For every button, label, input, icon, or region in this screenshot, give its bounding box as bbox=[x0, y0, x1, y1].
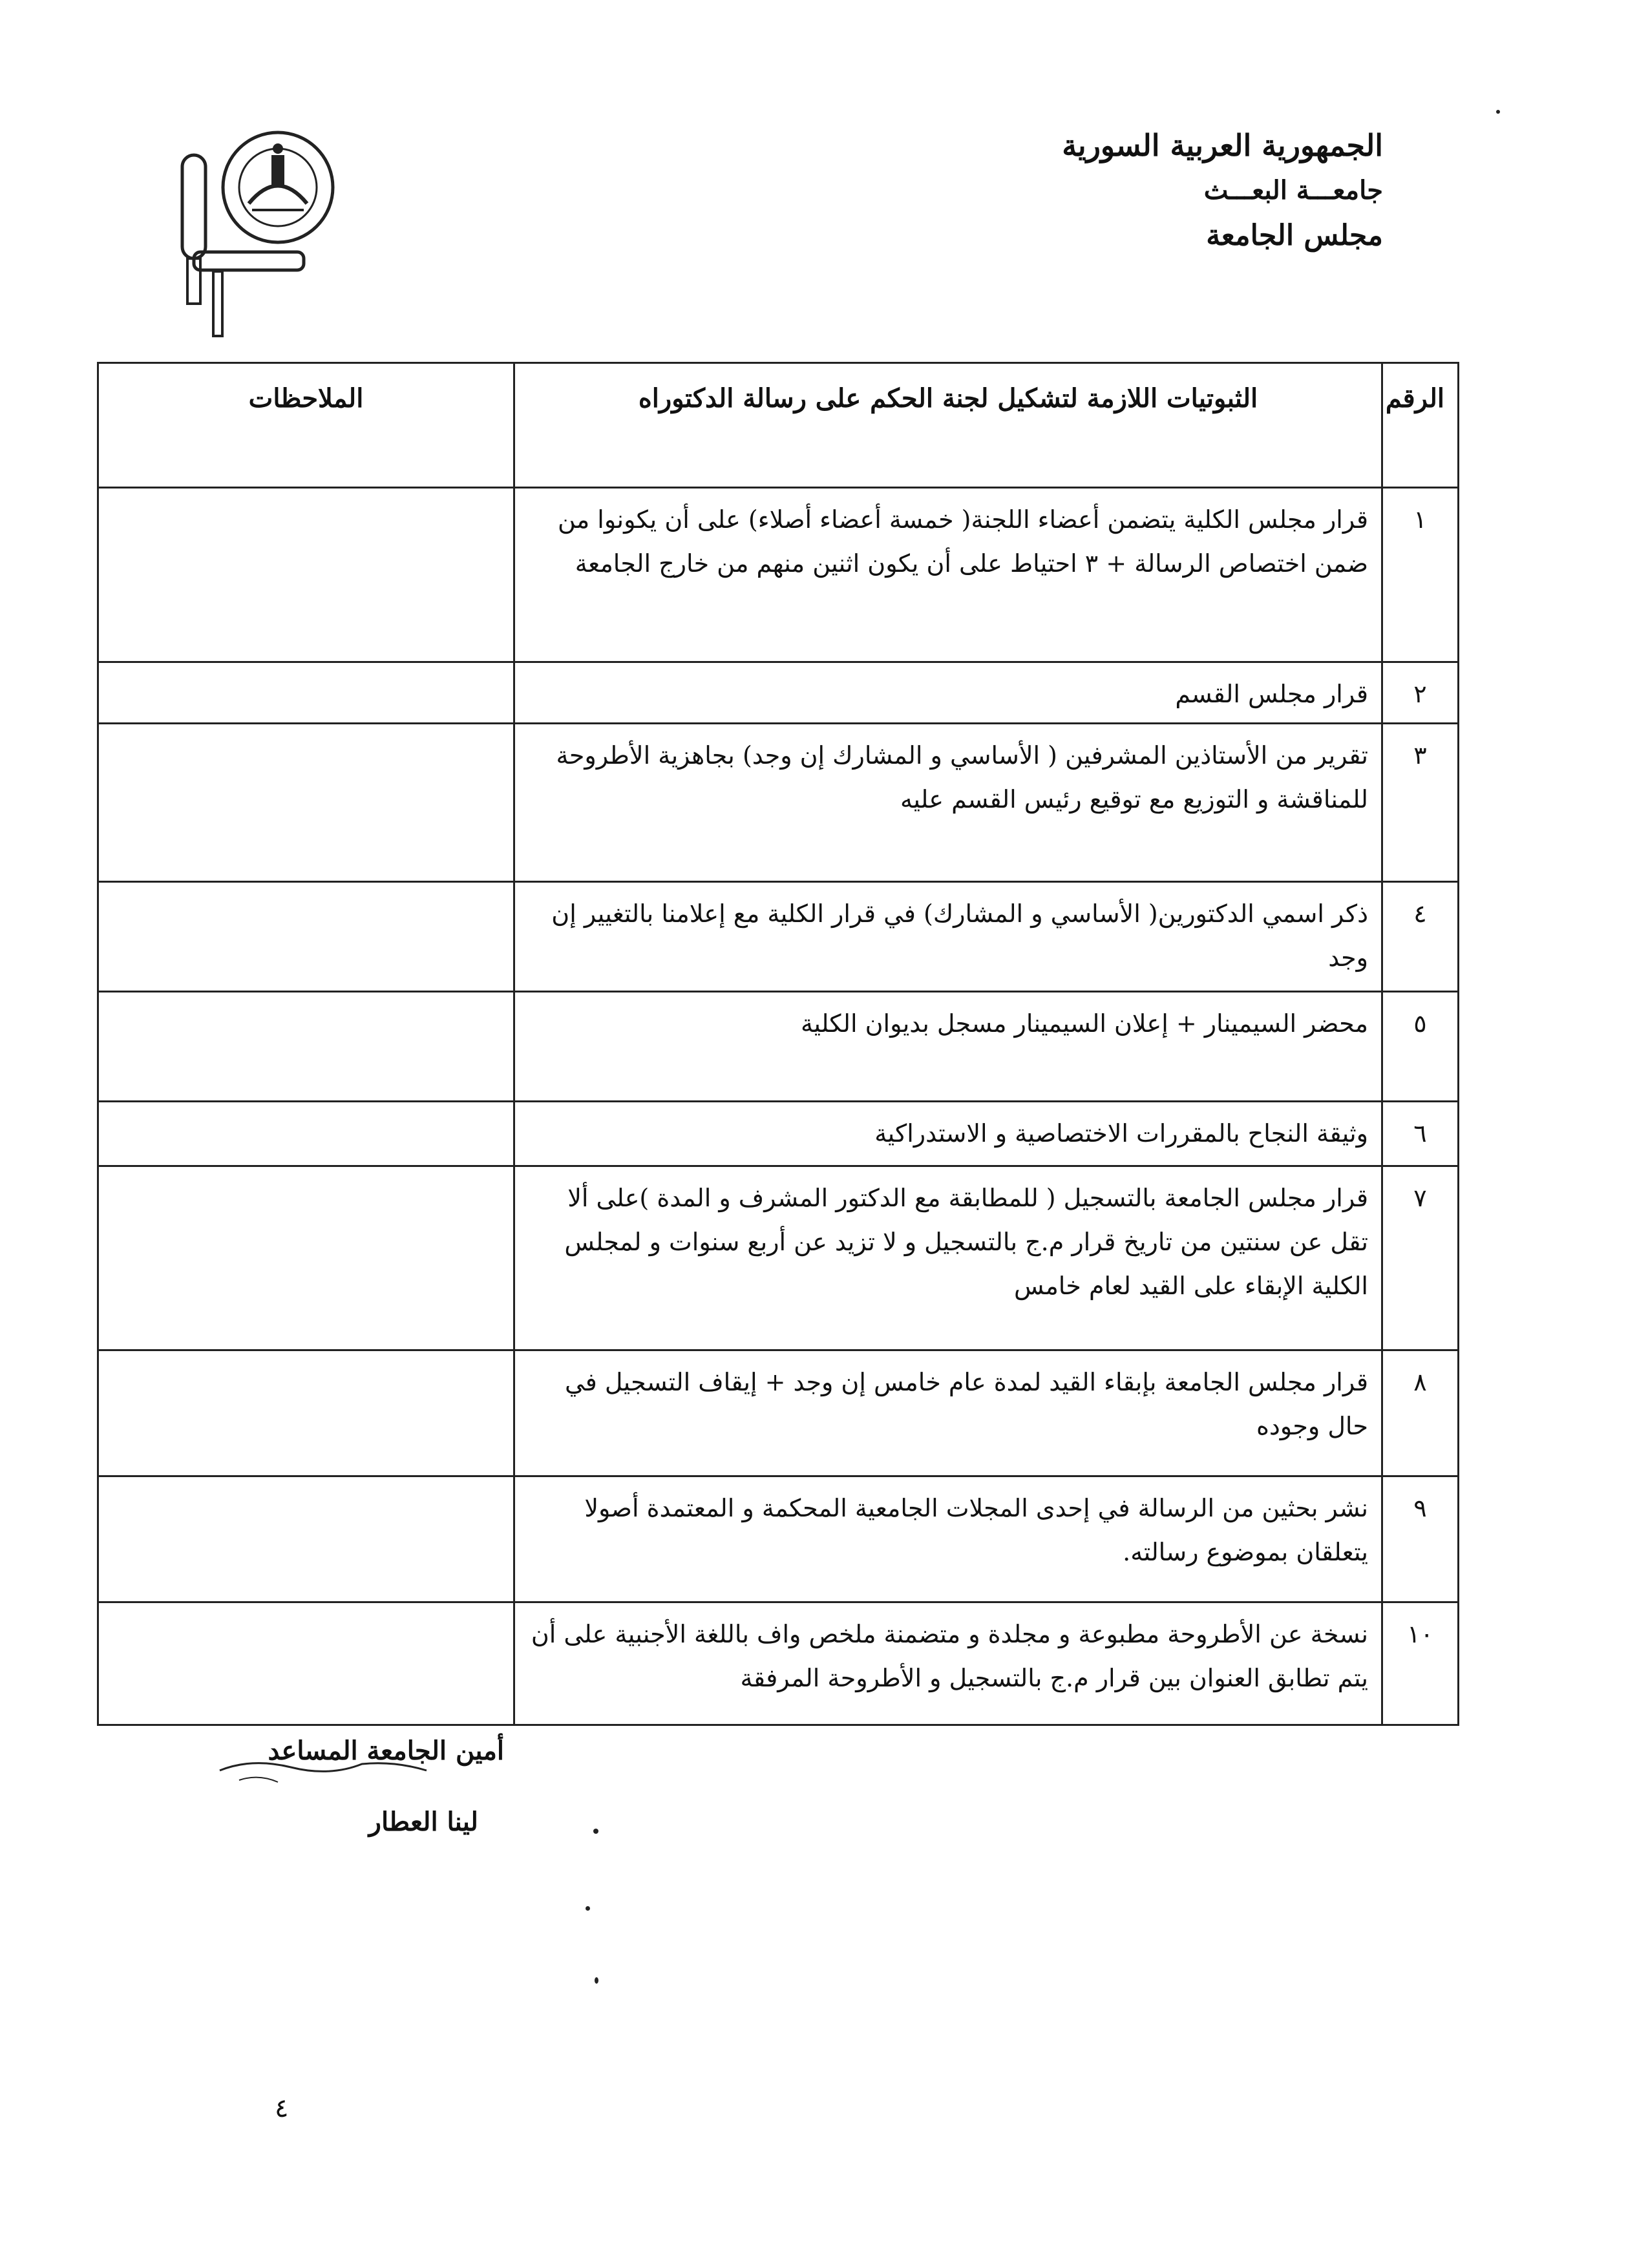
svg-text:مجلس الجامعة bbox=[174, 97, 189, 103]
notes-cell bbox=[98, 992, 514, 1102]
notes-cell bbox=[98, 1602, 514, 1725]
country-name: الجمهورية العربية السورية bbox=[1062, 128, 1383, 163]
row-number: ٨ bbox=[1382, 1350, 1459, 1476]
scan-speck bbox=[1496, 110, 1500, 114]
notes-cell bbox=[98, 882, 514, 992]
row-number: ١٠ bbox=[1382, 1602, 1459, 1725]
notes-cell bbox=[98, 724, 514, 882]
row-number: ٢ bbox=[1382, 662, 1459, 724]
signer-title: أمين الجامعة المساعد bbox=[268, 1736, 504, 1766]
notes-cell bbox=[98, 1476, 514, 1602]
table-row bbox=[98, 1350, 1459, 1476]
handwritten-signature bbox=[213, 1745, 433, 1816]
requirement-text: قرار مجلس الجامعة بإبقاء القيد لمدة عام خامس إن وجد + إيقاف التسجيل في حال وجوده bbox=[514, 1350, 1382, 1476]
council-name: مجلس الجامعة bbox=[1206, 219, 1383, 252]
table-header-row bbox=[98, 363, 1459, 488]
row-number: ٦ bbox=[1382, 1102, 1459, 1166]
table-row bbox=[98, 488, 1459, 662]
notes-cell bbox=[98, 1166, 514, 1350]
row-number: ١ bbox=[1382, 488, 1459, 662]
university-name: جامعـــة البعـــث bbox=[1203, 175, 1383, 205]
table-row bbox=[98, 1102, 1459, 1166]
row-number: ٩ bbox=[1382, 1476, 1459, 1602]
table-row bbox=[98, 1476, 1459, 1602]
scan-speck bbox=[593, 1829, 598, 1834]
requirement-text: محضر السيمينار + إعلان السيمينار مسجل بديوان الكلية bbox=[514, 992, 1382, 1102]
row-number: ٤ bbox=[1382, 882, 1459, 992]
requirement-text: نسخة عن الأطروحة مطبوعة و مجلدة و متضمنة ملخص واف باللغة الأجنبية على أن يتم تطابق العنوان بين قرار م.ج بالتسجيل و الأطروحة المرفقة bbox=[514, 1602, 1382, 1725]
requirement-text: نشر بحثين من الرسالة في إحدى المجلات الجامعية المحكمة و المعتمدة أصولا يتعلقان بموضوع رسالته. bbox=[514, 1476, 1382, 1602]
table-row bbox=[98, 1602, 1459, 1725]
row-number: ٧ bbox=[1382, 1166, 1459, 1350]
signer-name: لينا العطار bbox=[368, 1807, 478, 1837]
table-row bbox=[98, 882, 1459, 992]
letterhead bbox=[931, 123, 1383, 258]
requirement-text: وثيقة النجاح بالمقررات الاختصاصية و الاستدراكية bbox=[514, 1102, 1382, 1166]
requirement-text: تقرير من الأستاذين المشرفين ( الأساسي و المشارك إن وجد) بجاهزية الأطروحة للمناقشة و التوزيع مع توقيع رئيس القسم عليه bbox=[514, 724, 1382, 882]
requirements-table bbox=[97, 362, 1459, 1726]
scan-speck bbox=[586, 1906, 590, 1911]
row-number: ٥ bbox=[1382, 992, 1459, 1102]
page-number: ٤ bbox=[275, 2094, 289, 2123]
requirement-text: قرار مجلس الجامعة بالتسجيل ( للمطابقة مع الدكتور المشرف و المدة )على ألا تقل عن سنتين من تاريخ قرار م.ج بالتسجيل و لا تزيد عن أربع سنوات و لمجلس الكلية الإبقاء على القيد لعام خامس bbox=[514, 1166, 1382, 1350]
university-seal-icon bbox=[174, 97, 388, 342]
scan-speck bbox=[595, 1977, 598, 1984]
notes-cell bbox=[98, 488, 514, 662]
notes-cell bbox=[98, 1102, 514, 1166]
table-row bbox=[98, 662, 1459, 724]
table-row bbox=[98, 1166, 1459, 1350]
notes-cell bbox=[98, 662, 514, 724]
requirement-text: ذكر اسمي الدكتورين( الأساسي و المشارك) في قرار الكلية مع إعلامنا بالتغيير إن وجد bbox=[514, 882, 1382, 992]
notes-cell bbox=[98, 1350, 514, 1476]
table-row bbox=[98, 724, 1459, 882]
row-number: ٣ bbox=[1382, 724, 1459, 882]
requirement-text: قرار مجلس القسم bbox=[514, 662, 1382, 724]
column-header-requirement: الثبوتيات اللازمة لتشكيل لجنة الحكم على رسالة الدكتوراه bbox=[514, 363, 1382, 488]
column-header-number: الرقم bbox=[1382, 363, 1459, 488]
column-header-notes: الملاحظات bbox=[98, 363, 514, 488]
requirement-text: قرار مجلس الكلية يتضمن أعضاء اللجنة( خمسة أعضاء أصلاء) على أن يكونوا من ضمن اختصاص الرسالة + ٣ احتياط على أن يكون اثنين منهم من خارج الجامعة bbox=[514, 488, 1382, 662]
table-row bbox=[98, 992, 1459, 1102]
